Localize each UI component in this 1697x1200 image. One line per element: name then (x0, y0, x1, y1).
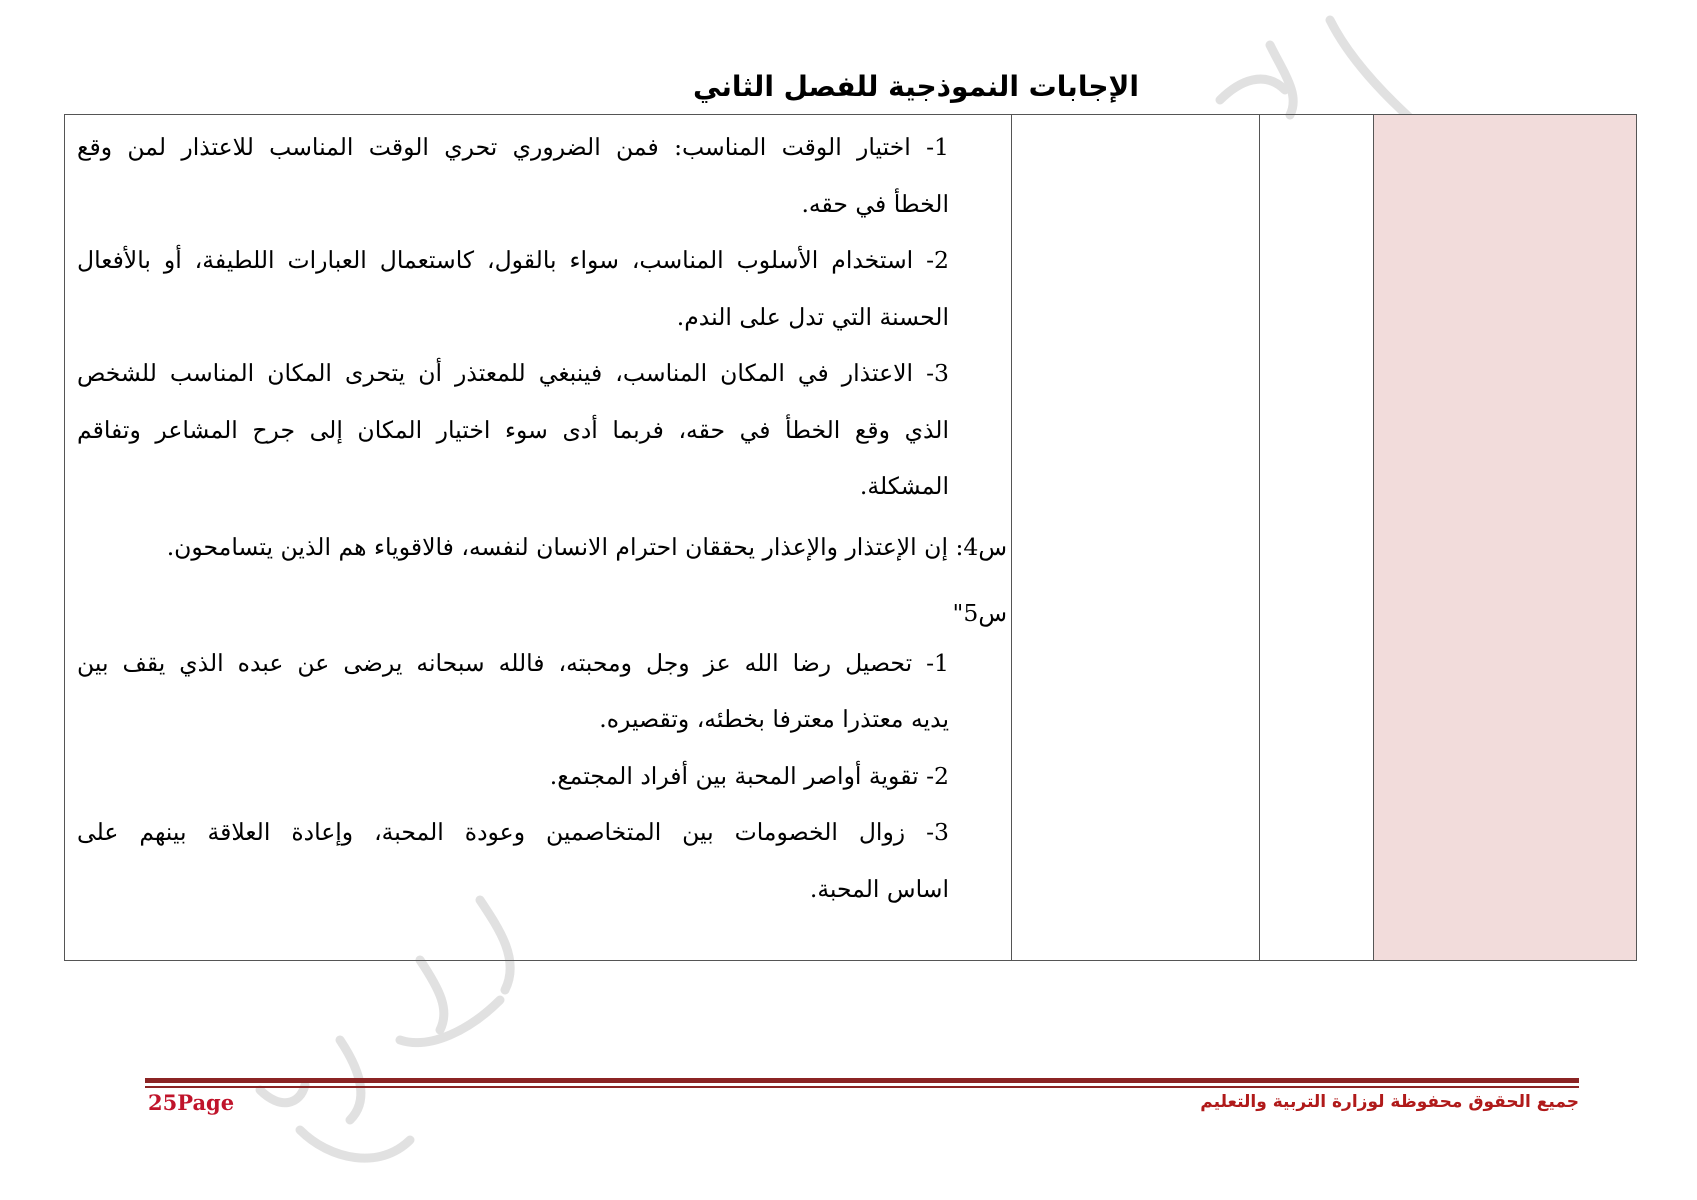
empty-cell (1012, 115, 1260, 961)
q3-item3-line3: المشكلة. (859, 472, 949, 500)
table-row (65, 115, 1637, 961)
question-5-label: س5" (952, 598, 1007, 627)
question-4-answer: س4: إن الإعتذار والإعذار يحققان احترام الانسان لنفسه، فالاقوياء هم الذين يتسامحون. (166, 532, 1007, 561)
q3-item3-line2: الذي وقع الخطأ في حقه، فربما أدى سوء اختيار المكان إلى جرح المشاعر وتفاقم (77, 415, 949, 444)
q3-item1-line2: الخطأ في حقه. (801, 189, 949, 218)
footer-rule-thin (145, 1086, 1579, 1088)
footer-rule (145, 1078, 1579, 1083)
q5-item1-line1: 1- تحصيل رضا الله عز وجل ومحبته، فالله سبحانه يرضى عن عبده الذي يقف بين (77, 648, 949, 677)
q3-item2-line2: الحسنة التي تدل على الندم. (676, 302, 949, 331)
footer-rights-text: جميع الحقوق محفوظة لوزارة التربية والتعليم (1200, 1092, 1579, 1112)
answer-text-cell (65, 115, 1012, 961)
page-title: الإجابات النموذجية للفصل الثاني (693, 70, 1139, 103)
q3-item2-line1: 2- استخدام الأسلوب المناسب، سواء بالقول، كاستعمال العبارات اللطيفة، أو بالأفعال (77, 246, 949, 274)
q3-item3-line1: 3- الاعتذار في المكان المناسب، فينبغي للمعتذر أن يتحرى المكان المناسب للشخص (77, 359, 949, 387)
shaded-cell (1374, 115, 1637, 961)
answer-content (65, 115, 1011, 917)
q3-item1-line1: 1- اختيار الوقت المناسب: فمن الضروري تحري الوقت المناسب للاعتذار لمن وقع (77, 133, 949, 161)
page-number: 25Page (148, 1090, 235, 1115)
q5-item3-line1: 3- زوال الخصومات بين المتخاصمين وعودة المحبة، وإعادة العلاقة بينهم على (77, 818, 949, 846)
empty-cell (1260, 115, 1374, 961)
answers-table (64, 114, 1637, 961)
q5-item2: 2- تقوية أواصر المحبة بين أفراد المجتمع. (549, 761, 949, 790)
q5-item3-line2: اساس المحبة. (809, 874, 949, 903)
q5-item1-line2: يديه معتذرا معترفا بخطئه، وتقصيره. (599, 705, 949, 733)
